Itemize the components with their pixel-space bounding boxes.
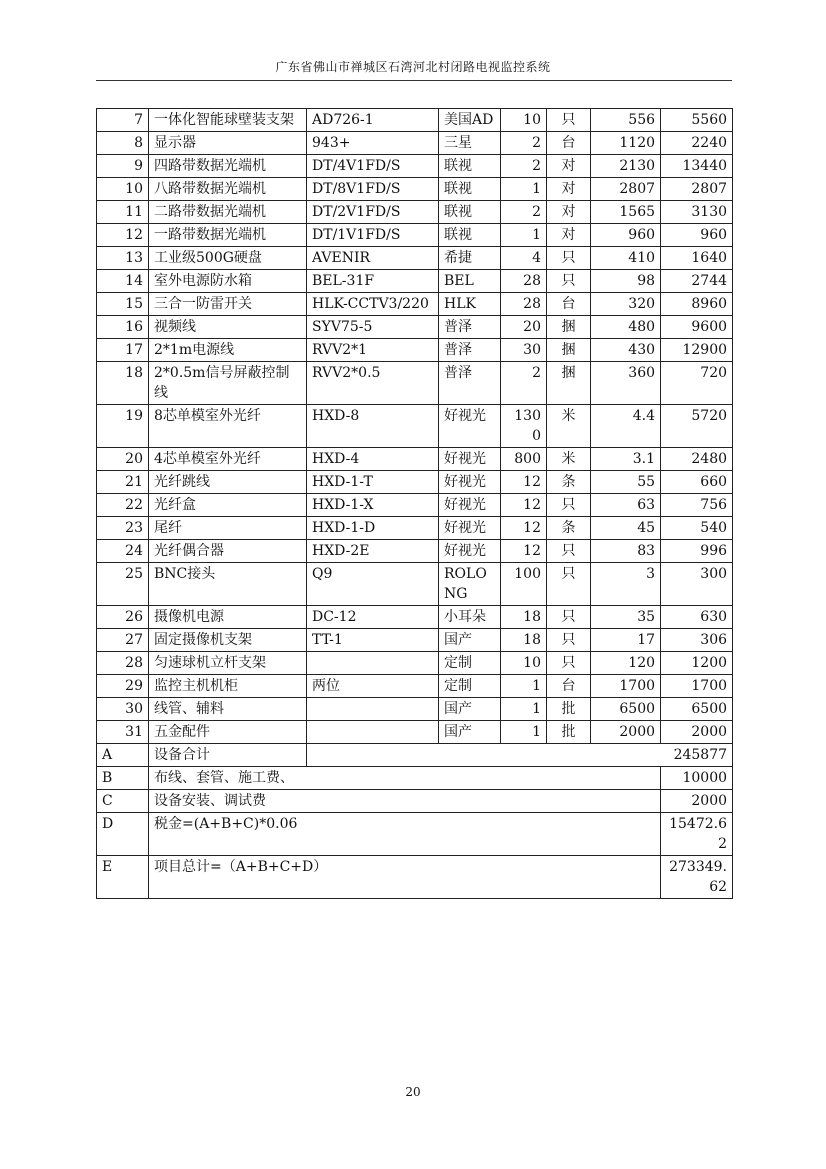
item-total: 9600 <box>661 316 733 339</box>
item-brand: 联视 <box>439 155 501 178</box>
item-unit: 捆 <box>547 339 591 362</box>
header-divider <box>96 80 732 81</box>
item-rows <box>97 109 733 744</box>
item-name: 一路带数据光端机 <box>149 224 307 247</box>
table-row <box>97 563 733 606</box>
item-name: 光纤盒 <box>149 494 307 517</box>
item-model: HXD-2E <box>307 540 439 563</box>
item-brand: 联视 <box>439 178 501 201</box>
item-unit-price: 2000 <box>591 721 661 744</box>
table-row <box>97 448 733 471</box>
summary-label: 设备安装、调试费 <box>149 790 661 813</box>
item-model: DT/2V1FD/S <box>307 201 439 224</box>
table-row <box>97 540 733 563</box>
table-row <box>97 629 733 652</box>
row-index: 15 <box>97 293 149 316</box>
item-quantity: 100 <box>501 563 547 606</box>
page-header-title: 广东省佛山市禅城区石湾河北村闭路电视监控系统 <box>275 60 551 74</box>
item-brand: BEL <box>439 270 501 293</box>
item-quantity: 12 <box>501 471 547 494</box>
item-unit-price: 120 <box>591 652 661 675</box>
item-unit: 只 <box>547 629 591 652</box>
item-brand: 联视 <box>439 201 501 224</box>
table-row <box>97 698 733 721</box>
item-total: 12900 <box>661 339 733 362</box>
item-brand: 三星 <box>439 132 501 155</box>
item-name: 匀速球机立杆支架 <box>149 652 307 675</box>
item-total: 1200 <box>661 652 733 675</box>
table-row <box>97 362 733 405</box>
table-row <box>97 675 733 698</box>
item-total: 306 <box>661 629 733 652</box>
item-quantity: 18 <box>501 606 547 629</box>
row-index: 27 <box>97 629 149 652</box>
item-model: 943+ <box>307 132 439 155</box>
item-brand: 好视光 <box>439 494 501 517</box>
row-index: 21 <box>97 471 149 494</box>
item-unit: 只 <box>547 494 591 517</box>
item-quantity: 800 <box>501 448 547 471</box>
item-total: 2744 <box>661 270 733 293</box>
summary-row <box>97 744 733 767</box>
item-unit-price: 4.4 <box>591 405 661 448</box>
row-index: 14 <box>97 270 149 293</box>
item-unit-price: 2807 <box>591 178 661 201</box>
summary-value: 10000 <box>661 767 733 790</box>
item-name: 线管、辅料 <box>149 698 307 721</box>
table-row <box>97 109 733 132</box>
item-name: 8芯单模室外光纤 <box>149 405 307 448</box>
row-index: 28 <box>97 652 149 675</box>
item-name: BNC接头 <box>149 563 307 606</box>
item-total: 5560 <box>661 109 733 132</box>
row-index: 24 <box>97 540 149 563</box>
item-total: 5720 <box>661 405 733 448</box>
summary-row <box>97 856 733 899</box>
item-model: HXD-8 <box>307 405 439 448</box>
item-model: HLK-CCTV3/220 <box>307 293 439 316</box>
summary-code: E <box>97 856 149 899</box>
row-index: 11 <box>97 201 149 224</box>
item-model: SYV75-5 <box>307 316 439 339</box>
item-unit: 只 <box>547 563 591 606</box>
item-unit: 只 <box>547 606 591 629</box>
item-name: 视频线 <box>149 316 307 339</box>
item-brand: HLK <box>439 293 501 316</box>
item-quantity: 10 <box>501 652 547 675</box>
item-model: HXD-1-T <box>307 471 439 494</box>
item-total: 6500 <box>661 698 733 721</box>
item-name: 二路带数据光端机 <box>149 201 307 224</box>
item-model: RVV2*0.5 <box>307 362 439 405</box>
item-model: 两位 <box>307 675 439 698</box>
item-total: 1700 <box>661 675 733 698</box>
table-row <box>97 178 733 201</box>
item-name: 光纤偶合器 <box>149 540 307 563</box>
item-unit: 台 <box>547 132 591 155</box>
table-row <box>97 517 733 540</box>
summary-label: 项目总计=（A+B+C+D） <box>149 856 661 899</box>
summary-row <box>97 790 733 813</box>
item-brand: 美国AD <box>439 109 501 132</box>
item-quantity: 18 <box>501 629 547 652</box>
item-unit: 台 <box>547 675 591 698</box>
item-brand: 好视光 <box>439 517 501 540</box>
item-unit: 对 <box>547 201 591 224</box>
item-unit-price: 430 <box>591 339 661 362</box>
item-total: 996 <box>661 540 733 563</box>
summary-code: B <box>97 767 149 790</box>
row-index: 23 <box>97 517 149 540</box>
item-name: 四路带数据光端机 <box>149 155 307 178</box>
row-index: 30 <box>97 698 149 721</box>
table-row <box>97 293 733 316</box>
item-unit: 只 <box>547 270 591 293</box>
item-total: 13440 <box>661 155 733 178</box>
item-total: 8960 <box>661 293 733 316</box>
item-total: 2000 <box>661 721 733 744</box>
item-model: AD726-1 <box>307 109 439 132</box>
item-model: BEL-31F <box>307 270 439 293</box>
item-brand: ROLONG <box>439 563 501 606</box>
item-name: 固定摄像机支架 <box>149 629 307 652</box>
item-model <box>307 721 439 744</box>
item-total: 660 <box>661 471 733 494</box>
table-row <box>97 721 733 744</box>
item-unit: 米 <box>547 405 591 448</box>
item-unit-price: 960 <box>591 224 661 247</box>
item-model: AVENIR <box>307 247 439 270</box>
item-total: 2807 <box>661 178 733 201</box>
table-row <box>97 471 733 494</box>
item-unit: 捆 <box>547 316 591 339</box>
summary-value: 245877 <box>307 744 733 767</box>
summary-row <box>97 813 733 856</box>
row-index: 17 <box>97 339 149 362</box>
item-total: 960 <box>661 224 733 247</box>
item-total: 756 <box>661 494 733 517</box>
item-total: 630 <box>661 606 733 629</box>
row-index: 29 <box>97 675 149 698</box>
table-row <box>97 652 733 675</box>
item-unit-price: 3.1 <box>591 448 661 471</box>
item-name: 一体化智能球壁装支架 <box>149 109 307 132</box>
summary-code: A <box>97 744 149 767</box>
table-row <box>97 247 733 270</box>
item-model: DT/4V1FD/S <box>307 155 439 178</box>
item-unit: 对 <box>547 178 591 201</box>
item-brand: 普泽 <box>439 339 501 362</box>
item-total: 2240 <box>661 132 733 155</box>
item-unit: 台 <box>547 293 591 316</box>
item-quantity: 1 <box>501 698 547 721</box>
item-name: 光纤跳线 <box>149 471 307 494</box>
summary-code: D <box>97 813 149 856</box>
item-total: 300 <box>661 563 733 606</box>
item-quantity: 30 <box>501 339 547 362</box>
item-name: 五金配件 <box>149 721 307 744</box>
item-brand: 定制 <box>439 652 501 675</box>
item-total: 720 <box>661 362 733 405</box>
item-name: 室外电源防水箱 <box>149 270 307 293</box>
item-quantity: 2 <box>501 132 547 155</box>
item-unit-price: 98 <box>591 270 661 293</box>
item-unit: 只 <box>547 109 591 132</box>
item-quantity: 28 <box>501 270 547 293</box>
row-index: 16 <box>97 316 149 339</box>
item-unit-price: 556 <box>591 109 661 132</box>
item-brand: 好视光 <box>439 405 501 448</box>
table-row <box>97 201 733 224</box>
item-unit: 批 <box>547 698 591 721</box>
summary-value: 273349.62 <box>661 856 733 899</box>
equipment-cost-table <box>96 108 733 899</box>
item-quantity: 28 <box>501 293 547 316</box>
item-model: DT/1V1FD/S <box>307 224 439 247</box>
item-unit-price: 55 <box>591 471 661 494</box>
row-index: 13 <box>97 247 149 270</box>
item-quantity: 2 <box>501 155 547 178</box>
item-model <box>307 652 439 675</box>
item-brand: 国产 <box>439 629 501 652</box>
table-row <box>97 606 733 629</box>
page-number: 20 <box>405 1085 421 1099</box>
item-unit-price: 3 <box>591 563 661 606</box>
item-quantity: 20 <box>501 316 547 339</box>
item-unit-price: 45 <box>591 517 661 540</box>
item-quantity: 1 <box>501 721 547 744</box>
item-model: HXD-1-D <box>307 517 439 540</box>
item-quantity: 12 <box>501 494 547 517</box>
item-name: 尾纤 <box>149 517 307 540</box>
item-brand: 普泽 <box>439 316 501 339</box>
item-model: Q9 <box>307 563 439 606</box>
row-index: 7 <box>97 109 149 132</box>
item-unit: 批 <box>547 721 591 744</box>
item-unit-price: 480 <box>591 316 661 339</box>
row-index: 20 <box>97 448 149 471</box>
row-index: 8 <box>97 132 149 155</box>
item-total: 2480 <box>661 448 733 471</box>
item-unit: 对 <box>547 155 591 178</box>
table-row <box>97 224 733 247</box>
item-unit-price: 1700 <box>591 675 661 698</box>
table-row <box>97 339 733 362</box>
table-row <box>97 405 733 448</box>
item-unit-price: 83 <box>591 540 661 563</box>
row-index: 22 <box>97 494 149 517</box>
item-unit: 只 <box>547 540 591 563</box>
item-unit-price: 6500 <box>591 698 661 721</box>
item-quantity: 12 <box>501 540 547 563</box>
item-brand: 联视 <box>439 224 501 247</box>
item-name: 2*1m电源线 <box>149 339 307 362</box>
item-quantity: 2 <box>501 362 547 405</box>
item-total: 3130 <box>661 201 733 224</box>
table-row <box>97 316 733 339</box>
item-name: 监控主机机柜 <box>149 675 307 698</box>
item-quantity: 4 <box>501 247 547 270</box>
item-name: 4芯单模室外光纤 <box>149 448 307 471</box>
row-index: 9 <box>97 155 149 178</box>
item-quantity: 1 <box>501 178 547 201</box>
item-brand: 定制 <box>439 675 501 698</box>
item-model: HXD-4 <box>307 448 439 471</box>
item-unit-price: 63 <box>591 494 661 517</box>
row-index: 12 <box>97 224 149 247</box>
row-index: 10 <box>97 178 149 201</box>
summary-row <box>97 767 733 790</box>
item-unit: 只 <box>547 652 591 675</box>
item-brand: 普泽 <box>439 362 501 405</box>
item-name: 工业级500G硬盘 <box>149 247 307 270</box>
item-model: TT-1 <box>307 629 439 652</box>
item-unit: 条 <box>547 517 591 540</box>
table-row <box>97 155 733 178</box>
item-model: DC-12 <box>307 606 439 629</box>
item-unit-price: 360 <box>591 362 661 405</box>
item-unit: 捆 <box>547 362 591 405</box>
item-total: 540 <box>661 517 733 540</box>
item-unit-price: 320 <box>591 293 661 316</box>
table-row <box>97 494 733 517</box>
item-name: 摄像机电源 <box>149 606 307 629</box>
item-unit: 米 <box>547 448 591 471</box>
item-brand: 好视光 <box>439 448 501 471</box>
item-name: 三合一防雷开关 <box>149 293 307 316</box>
row-index: 26 <box>97 606 149 629</box>
summary-label: 税金=(A+B+C)*0.06 <box>149 813 661 856</box>
item-name: 八路带数据光端机 <box>149 178 307 201</box>
item-quantity: 1 <box>501 675 547 698</box>
item-total: 1640 <box>661 247 733 270</box>
item-brand: 希捷 <box>439 247 501 270</box>
row-index: 18 <box>97 362 149 405</box>
item-quantity: 10 <box>501 109 547 132</box>
summary-value: 15472.62 <box>661 813 733 856</box>
summary-label: 布线、套管、施工费、 <box>149 767 661 790</box>
item-unit-price: 35 <box>591 606 661 629</box>
item-unit-price: 2130 <box>591 155 661 178</box>
table-row <box>97 270 733 293</box>
item-brand: 好视光 <box>439 471 501 494</box>
item-unit-price: 1565 <box>591 201 661 224</box>
summary-label: 设备合计 <box>149 744 307 767</box>
item-brand: 好视光 <box>439 540 501 563</box>
item-model <box>307 698 439 721</box>
summary-rows <box>97 744 733 899</box>
item-unit: 只 <box>547 247 591 270</box>
item-brand: 国产 <box>439 698 501 721</box>
item-brand: 国产 <box>439 721 501 744</box>
summary-code: C <box>97 790 149 813</box>
item-unit-price: 17 <box>591 629 661 652</box>
item-quantity: 1 <box>501 224 547 247</box>
table-row <box>97 132 733 155</box>
item-unit: 对 <box>547 224 591 247</box>
item-model: RVV2*1 <box>307 339 439 362</box>
item-quantity: 1300 <box>501 405 547 448</box>
row-index: 19 <box>97 405 149 448</box>
item-model: DT/8V1FD/S <box>307 178 439 201</box>
item-unit-price: 410 <box>591 247 661 270</box>
item-name: 2*0.5m信号屏蔽控制线 <box>149 362 307 405</box>
item-unit: 条 <box>547 471 591 494</box>
item-quantity: 2 <box>501 201 547 224</box>
row-index: 31 <box>97 721 149 744</box>
item-name: 显示器 <box>149 132 307 155</box>
row-index: 25 <box>97 563 149 606</box>
summary-value: 2000 <box>661 790 733 813</box>
item-model: HXD-1-X <box>307 494 439 517</box>
item-brand: 小耳朵 <box>439 606 501 629</box>
item-quantity: 12 <box>501 517 547 540</box>
item-unit-price: 1120 <box>591 132 661 155</box>
